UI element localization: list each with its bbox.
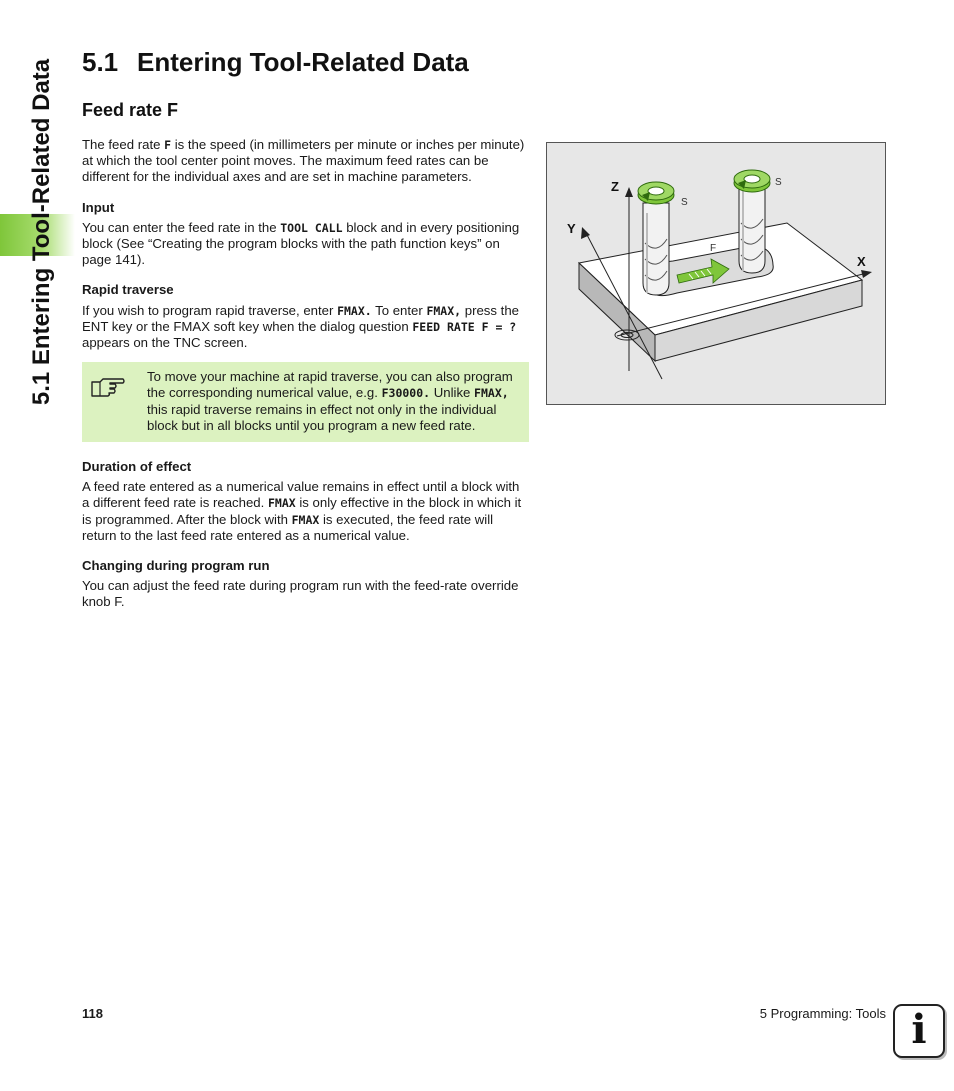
pointing-hand-icon xyxy=(90,374,126,404)
text-run: is executed, the feed rate will return to the last feed rate entered as a numerical value. xyxy=(82,511,494,543)
axis-label-y: Y xyxy=(567,221,576,236)
feed-rate-figure xyxy=(546,142,886,405)
code-term: FMAX. xyxy=(337,303,372,318)
page-number: 118 xyxy=(82,1006,103,1021)
code-term: FMAX xyxy=(291,512,320,527)
chapter-title xyxy=(82,47,469,78)
text-run: press the ENT key or the FMAX soft key when the dialog question xyxy=(82,302,519,334)
duration-heading: Duration of effect xyxy=(82,459,192,475)
text-run: appears on the TNC screen. xyxy=(82,335,248,351)
code-term: F xyxy=(164,138,172,152)
spindle-label-right: S xyxy=(775,177,782,188)
milling-tool-left xyxy=(638,182,674,295)
intro-paragraph xyxy=(82,137,527,186)
axis-label-z: Z xyxy=(611,179,619,194)
chapter-number: 5.1 xyxy=(82,47,119,77)
axis-label-x: X xyxy=(857,254,866,269)
footer-chapter: 5 Programming: Tools xyxy=(759,1006,886,1021)
side-tab-title: 5.1 Entering Tool-Related Data xyxy=(28,58,55,406)
spindle-label-left: S xyxy=(681,197,688,208)
info-letter: i xyxy=(911,1006,927,1053)
main-content xyxy=(82,137,527,611)
text-run: block and in every positioning block (See “Creating the program blocks with the path function keys” on page 141). xyxy=(82,219,520,268)
text-run: To enter xyxy=(371,302,427,318)
changing-paragraph: You can adjust the feed rate during program run with the feed-rate override knob F. xyxy=(82,578,519,610)
text-run: To move your machine at rapid traverse, you can also program the corresponding numerical value, e.g. xyxy=(147,369,513,401)
milling-tool-right xyxy=(734,170,770,273)
input-paragraph xyxy=(82,220,527,269)
chapter-title-text: Entering Tool-Related Data xyxy=(137,47,469,77)
text-run: is only effective in the block in which it is programmed. After the block with xyxy=(82,495,522,527)
rapid-traverse-paragraph xyxy=(82,303,527,352)
text-run: The feed rate xyxy=(82,137,165,152)
text-run: A feed rate entered as a numerical value remains in effect until a block with a different feed rate is reached. xyxy=(82,479,520,511)
text-run: You can enter the feed rate in the xyxy=(82,219,281,235)
info-icon xyxy=(893,1004,945,1058)
x-axis-arrowhead xyxy=(861,270,872,278)
rapid-traverse-heading: Rapid traverse xyxy=(82,282,174,298)
text-run: this rapid traverse remains in effect not only in the individual block but in all blocks until you program a new feed rate. xyxy=(147,401,497,433)
feed-label: F xyxy=(710,243,717,254)
z-axis-arrowhead xyxy=(625,187,633,197)
changing-heading: Changing during program run xyxy=(82,558,270,574)
duration-paragraph xyxy=(82,479,527,544)
code-term: TOOL CALL xyxy=(280,220,343,235)
code-term: FMAX xyxy=(267,496,296,511)
input-heading: Input xyxy=(82,199,115,215)
code-term: FMAX, xyxy=(474,386,509,401)
text-run: Unlike xyxy=(430,385,475,401)
code-term: F30000. xyxy=(381,386,431,401)
section-title: Feed rate F xyxy=(82,100,179,120)
code-term: FMAX, xyxy=(426,303,462,318)
note-box xyxy=(82,362,529,442)
code-term: FEED RATE F = ? xyxy=(412,319,517,334)
feed-rate-illustration xyxy=(547,143,885,404)
text-run: is the speed (in millimeters per minute or inches per minute) at which the tool center point moves. The maximum feed rates can be different for the individual axes and are set in machine parameters. xyxy=(82,137,525,185)
text-run: If you wish to program rapid traverse, enter xyxy=(82,302,338,318)
note-text xyxy=(147,369,519,434)
